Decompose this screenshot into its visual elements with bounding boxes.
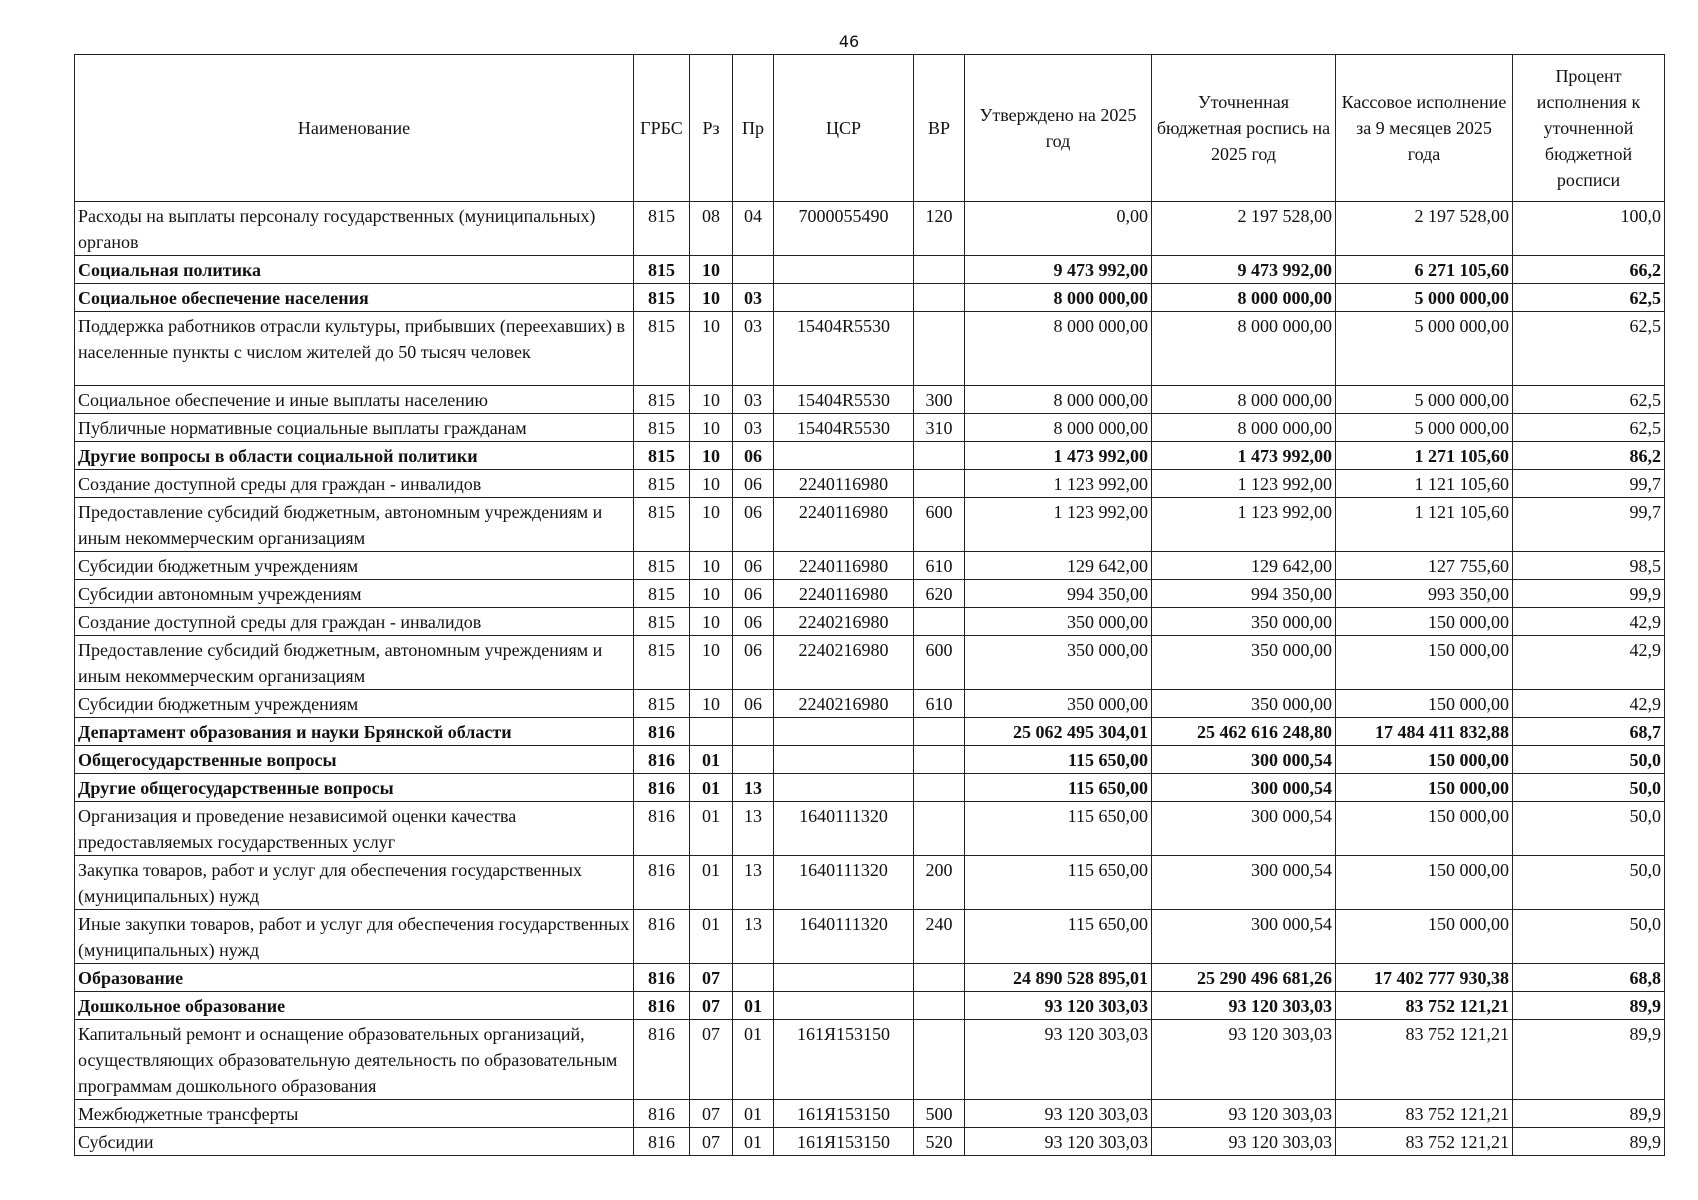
cell-name: Иные закупки товаров, работ и услуг для обеспечения государственных (муниципальных) нужд [75,910,634,964]
cell-cash: 83 752 121,21 [1336,1100,1513,1128]
cell-rz: 10 [690,636,733,690]
cell-name: Социальное обеспечение населения [75,284,634,312]
cell-name: Создание доступной среды для граждан - инвалидов [75,608,634,636]
cell-percent: 89,9 [1513,1020,1665,1100]
cell-pr: 01 [733,1128,774,1156]
cell-csr: 2240216980 [774,690,914,718]
cell-vr: 310 [914,414,965,442]
cell-grbs: 815 [634,552,690,580]
cell-percent: 42,9 [1513,608,1665,636]
cell-percent: 50,0 [1513,774,1665,802]
cell-cash: 83 752 121,21 [1336,992,1513,1020]
cell-cash: 83 752 121,21 [1336,1128,1513,1156]
cell-rz: 10 [690,608,733,636]
cell-refined: 350 000,00 [1152,636,1336,690]
cell-name: Образование [75,964,634,992]
cell-rz: 01 [690,910,733,964]
cell-name: Капитальный ремонт и оснащение образовательных организаций, осуществляющих образовательную деятельность по образовательным программам дошкольного образования [75,1020,634,1100]
cell-percent: 68,7 [1513,718,1665,746]
table-row [75,414,1665,442]
cell-rz: 01 [690,774,733,802]
cell-refined: 129 642,00 [1152,552,1336,580]
cell-approved: 115 650,00 [965,746,1152,774]
table-row [75,746,1665,774]
cell-percent: 62,5 [1513,312,1665,386]
header-vr: ВР [914,55,965,202]
cell-grbs: 815 [634,690,690,718]
cell-pr: 06 [733,552,774,580]
cell-rz: 10 [690,414,733,442]
cell-rz: 07 [690,992,733,1020]
cell-vr: 600 [914,636,965,690]
cell-csr [774,442,914,470]
cell-refined: 25 290 496 681,26 [1152,964,1336,992]
cell-cash: 127 755,60 [1336,552,1513,580]
cell-pr: 03 [733,312,774,386]
cell-grbs: 816 [634,1100,690,1128]
cell-refined: 300 000,54 [1152,802,1336,856]
table-row [75,256,1665,284]
cell-refined: 93 120 303,03 [1152,1100,1336,1128]
cell-csr: 2240116980 [774,470,914,498]
cell-name: Другие общегосударственные вопросы [75,774,634,802]
cell-percent: 66,2 [1513,256,1665,284]
cell-vr: 200 [914,856,965,910]
cell-refined: 93 120 303,03 [1152,1020,1336,1100]
cell-approved: 350 000,00 [965,608,1152,636]
cell-vr: 610 [914,552,965,580]
table-row [75,1128,1665,1156]
table-row [75,1100,1665,1128]
budget-table [74,54,1665,1156]
cell-percent: 89,9 [1513,1128,1665,1156]
cell-vr [914,802,965,856]
cell-vr [914,718,965,746]
cell-approved: 350 000,00 [965,636,1152,690]
cell-approved: 115 650,00 [965,910,1152,964]
cell-refined: 994 350,00 [1152,580,1336,608]
cell-pr: 04 [733,202,774,256]
table-row [75,312,1665,386]
table-row [75,1020,1665,1100]
cell-pr [733,256,774,284]
cell-grbs: 816 [634,746,690,774]
header-grbs: ГРБС [634,55,690,202]
cell-rz: 10 [690,580,733,608]
cell-rz: 07 [690,1100,733,1128]
cell-pr: 06 [733,442,774,470]
cell-csr [774,774,914,802]
cell-name: Другие вопросы в области социальной политики [75,442,634,470]
cell-csr: 161Я153150 [774,1128,914,1156]
cell-name: Предоставление субсидий бюджетным, автономным учреждениям и иным некоммерческим организациям [75,498,634,552]
cell-approved: 93 120 303,03 [965,1100,1152,1128]
cell-name: Социальная политика [75,256,634,284]
cell-refined: 350 000,00 [1152,608,1336,636]
cell-csr: 1640111320 [774,856,914,910]
cell-name: Создание доступной среды для граждан - инвалидов [75,470,634,498]
cell-vr [914,746,965,774]
cell-vr [914,964,965,992]
cell-pr: 06 [733,498,774,552]
cell-csr [774,284,914,312]
cell-name: Закупка товаров, работ и услуг для обеспечения государственных (муниципальных) нужд [75,856,634,910]
cell-name: Общегосударственные вопросы [75,746,634,774]
table-row [75,856,1665,910]
cell-pr: 03 [733,284,774,312]
table-row [75,690,1665,718]
cell-refined: 1 123 992,00 [1152,470,1336,498]
cell-refined: 300 000,54 [1152,910,1336,964]
cell-vr [914,256,965,284]
cell-rz: 01 [690,746,733,774]
cell-approved: 93 120 303,03 [965,1020,1152,1100]
cell-vr [914,470,965,498]
cell-refined: 300 000,54 [1152,856,1336,910]
cell-grbs: 816 [634,910,690,964]
cell-cash: 150 000,00 [1336,746,1513,774]
cell-approved: 8 000 000,00 [965,414,1152,442]
cell-cash: 150 000,00 [1336,910,1513,964]
cell-pr [733,746,774,774]
table-row [75,386,1665,414]
cell-grbs: 815 [634,498,690,552]
cell-rz: 10 [690,552,733,580]
cell-pr [733,964,774,992]
cell-rz: 10 [690,690,733,718]
cell-refined: 300 000,54 [1152,774,1336,802]
cell-cash: 150 000,00 [1336,608,1513,636]
cell-csr: 161Я153150 [774,1020,914,1100]
cell-cash: 17 402 777 930,38 [1336,964,1513,992]
cell-percent: 50,0 [1513,746,1665,774]
cell-csr: 15404R5530 [774,312,914,386]
cell-percent: 99,7 [1513,498,1665,552]
table-row [75,964,1665,992]
header-pr: Пр [733,55,774,202]
cell-percent: 99,9 [1513,580,1665,608]
cell-pr [733,718,774,746]
cell-refined: 2 197 528,00 [1152,202,1336,256]
cell-vr [914,442,965,470]
cell-percent: 68,8 [1513,964,1665,992]
cell-vr [914,608,965,636]
cell-approved: 1 123 992,00 [965,498,1152,552]
cell-percent: 100,0 [1513,202,1665,256]
cell-grbs: 815 [634,386,690,414]
header-refined: Уточненная бюджетная роспись на 2025 год [1152,55,1336,202]
cell-approved: 1 123 992,00 [965,470,1152,498]
cell-approved: 8 000 000,00 [965,284,1152,312]
cell-refined: 8 000 000,00 [1152,312,1336,386]
cell-vr: 520 [914,1128,965,1156]
cell-rz: 10 [690,470,733,498]
cell-vr: 610 [914,690,965,718]
cell-pr: 06 [733,690,774,718]
cell-vr: 240 [914,910,965,964]
cell-pr: 01 [733,1020,774,1100]
cell-cash: 5 000 000,00 [1336,312,1513,386]
cell-name: Расходы на выплаты персоналу государственных (муниципальных) органов [75,202,634,256]
cell-grbs: 815 [634,580,690,608]
cell-csr: 1640111320 [774,910,914,964]
cell-pr: 13 [733,910,774,964]
cell-percent: 89,9 [1513,992,1665,1020]
cell-approved: 8 000 000,00 [965,312,1152,386]
cell-vr [914,284,965,312]
cell-cash: 150 000,00 [1336,802,1513,856]
cell-approved: 115 650,00 [965,802,1152,856]
header-approved: Утверждено на 2025 год [965,55,1152,202]
cell-cash: 1 121 105,60 [1336,498,1513,552]
cell-grbs: 816 [634,774,690,802]
cell-rz: 01 [690,856,733,910]
cell-percent: 86,2 [1513,442,1665,470]
cell-grbs: 815 [634,256,690,284]
cell-grbs: 816 [634,802,690,856]
cell-csr: 161Я153150 [774,1100,914,1128]
cell-cash: 5 000 000,00 [1336,386,1513,414]
cell-approved: 0,00 [965,202,1152,256]
cell-approved: 93 120 303,03 [965,992,1152,1020]
cell-cash: 150 000,00 [1336,636,1513,690]
table-row [75,910,1665,964]
cell-approved: 25 062 495 304,01 [965,718,1152,746]
cell-refined: 1 123 992,00 [1152,498,1336,552]
cell-rz: 01 [690,802,733,856]
cell-refined: 350 000,00 [1152,690,1336,718]
header-row [75,55,1665,202]
cell-grbs: 816 [634,992,690,1020]
cell-cash: 2 197 528,00 [1336,202,1513,256]
cell-vr [914,1020,965,1100]
cell-percent: 50,0 [1513,802,1665,856]
cell-vr: 600 [914,498,965,552]
cell-name: Субсидии бюджетным учреждениям [75,552,634,580]
cell-vr: 300 [914,386,965,414]
cell-cash: 6 271 105,60 [1336,256,1513,284]
cell-percent: 62,5 [1513,386,1665,414]
cell-pr: 03 [733,386,774,414]
cell-refined: 93 120 303,03 [1152,1128,1336,1156]
cell-refined: 8 000 000,00 [1152,386,1336,414]
cell-pr: 13 [733,774,774,802]
cell-name: Предоставление субсидий бюджетным, автономным учреждениям и иным некоммерческим организациям [75,636,634,690]
cell-percent: 98,5 [1513,552,1665,580]
cell-vr: 620 [914,580,965,608]
cell-refined: 1 473 992,00 [1152,442,1336,470]
cell-pr: 06 [733,470,774,498]
cell-percent: 42,9 [1513,636,1665,690]
cell-grbs: 815 [634,284,690,312]
cell-vr [914,992,965,1020]
cell-rz: 07 [690,964,733,992]
cell-cash: 1 121 105,60 [1336,470,1513,498]
cell-csr: 2240216980 [774,608,914,636]
header-csr: ЦСР [774,55,914,202]
cell-grbs: 815 [634,442,690,470]
cell-approved: 350 000,00 [965,690,1152,718]
cell-approved: 994 350,00 [965,580,1152,608]
cell-rz: 10 [690,284,733,312]
header-name: Наименование [75,55,634,202]
table-row [75,608,1665,636]
cell-refined: 93 120 303,03 [1152,992,1336,1020]
table-row [75,284,1665,312]
cell-cash: 83 752 121,21 [1336,1020,1513,1100]
cell-name: Субсидии [75,1128,634,1156]
cell-rz: 10 [690,256,733,284]
cell-grbs: 816 [634,1020,690,1100]
cell-grbs: 815 [634,636,690,690]
cell-approved: 115 650,00 [965,856,1152,910]
cell-name: Организация и проведение независимой оценки качества предоставляемых государственных услуг [75,802,634,856]
cell-rz: 07 [690,1020,733,1100]
cell-cash: 1 271 105,60 [1336,442,1513,470]
cell-cash: 150 000,00 [1336,690,1513,718]
table-row [75,470,1665,498]
cell-refined: 25 462 616 248,80 [1152,718,1336,746]
cell-name: Дошкольное образование [75,992,634,1020]
cell-pr: 13 [733,856,774,910]
cell-csr [774,746,914,774]
cell-name: Межбюджетные трансферты [75,1100,634,1128]
cell-vr [914,774,965,802]
header-rz: Рз [690,55,733,202]
cell-csr: 2240116980 [774,552,914,580]
cell-pr: 06 [733,580,774,608]
cell-approved: 93 120 303,03 [965,1128,1152,1156]
cell-csr [774,718,914,746]
cell-refined: 8 000 000,00 [1152,414,1336,442]
header-percent: Процент исполнения к уточненной бюджетной росписи [1513,55,1665,202]
cell-vr: 120 [914,202,965,256]
cell-grbs: 815 [634,608,690,636]
cell-grbs: 816 [634,718,690,746]
cell-cash: 993 350,00 [1336,580,1513,608]
cell-rz: 10 [690,312,733,386]
cell-grbs: 815 [634,470,690,498]
cell-percent: 62,5 [1513,414,1665,442]
table-row [75,552,1665,580]
cell-rz: 10 [690,386,733,414]
header-cash: Кассовое исполнение за 9 месяцев 2025 года [1336,55,1513,202]
table-row [75,580,1665,608]
cell-name: Субсидии бюджетным учреждениям [75,690,634,718]
cell-pr: 03 [733,414,774,442]
cell-rz: 10 [690,442,733,470]
cell-refined: 9 473 992,00 [1152,256,1336,284]
cell-grbs: 816 [634,964,690,992]
cell-cash: 150 000,00 [1336,856,1513,910]
cell-approved: 9 473 992,00 [965,256,1152,284]
table-row [75,802,1665,856]
cell-csr: 2240116980 [774,498,914,552]
table-row [75,636,1665,690]
table-row [75,992,1665,1020]
cell-cash: 5 000 000,00 [1336,284,1513,312]
cell-grbs: 815 [634,414,690,442]
cell-vr: 500 [914,1100,965,1128]
cell-csr: 15404R5530 [774,414,914,442]
cell-approved: 1 473 992,00 [965,442,1152,470]
cell-pr: 01 [733,1100,774,1128]
cell-cash: 5 000 000,00 [1336,414,1513,442]
cell-csr: 2240216980 [774,636,914,690]
cell-pr: 01 [733,992,774,1020]
table-row [75,202,1665,256]
table-row [75,718,1665,746]
table-row [75,442,1665,470]
cell-rz: 07 [690,1128,733,1156]
cell-rz [690,718,733,746]
cell-csr [774,992,914,1020]
table-row [75,498,1665,552]
cell-csr: 1640111320 [774,802,914,856]
cell-percent: 50,0 [1513,910,1665,964]
cell-approved: 129 642,00 [965,552,1152,580]
cell-name: Поддержка работников отрасли культуры, прибывших (переехавших) в населенные пункты с числом жителей до 50 тысяч человек [75,312,634,386]
table-body [75,202,1665,1156]
cell-grbs: 815 [634,312,690,386]
cell-percent: 62,5 [1513,284,1665,312]
cell-name: Субсидии автономным учреждениям [75,580,634,608]
cell-pr: 13 [733,802,774,856]
cell-pr: 06 [733,636,774,690]
table-row [75,774,1665,802]
cell-csr: 2240116980 [774,580,914,608]
cell-grbs: 816 [634,1128,690,1156]
cell-approved: 24 890 528 895,01 [965,964,1152,992]
cell-cash: 150 000,00 [1336,774,1513,802]
cell-cash: 17 484 411 832,88 [1336,718,1513,746]
cell-csr: 7000055490 [774,202,914,256]
cell-name: Публичные нормативные социальные выплаты гражданам [75,414,634,442]
page-number: 46 [838,32,860,51]
cell-refined: 300 000,54 [1152,746,1336,774]
cell-csr [774,256,914,284]
cell-percent: 42,9 [1513,690,1665,718]
cell-pr: 06 [733,608,774,636]
cell-grbs: 815 [634,202,690,256]
cell-name: Департамент образования и науки Брянской области [75,718,634,746]
cell-grbs: 816 [634,856,690,910]
cell-rz: 08 [690,202,733,256]
cell-vr [914,312,965,386]
cell-csr [774,964,914,992]
cell-refined: 8 000 000,00 [1152,284,1336,312]
cell-csr: 15404R5530 [774,386,914,414]
cell-percent: 89,9 [1513,1100,1665,1128]
cell-approved: 115 650,00 [965,774,1152,802]
cell-name: Социальное обеспечение и иные выплаты населению [75,386,634,414]
cell-percent: 99,7 [1513,470,1665,498]
cell-percent: 50,0 [1513,856,1665,910]
cell-approved: 8 000 000,00 [965,386,1152,414]
cell-rz: 10 [690,498,733,552]
